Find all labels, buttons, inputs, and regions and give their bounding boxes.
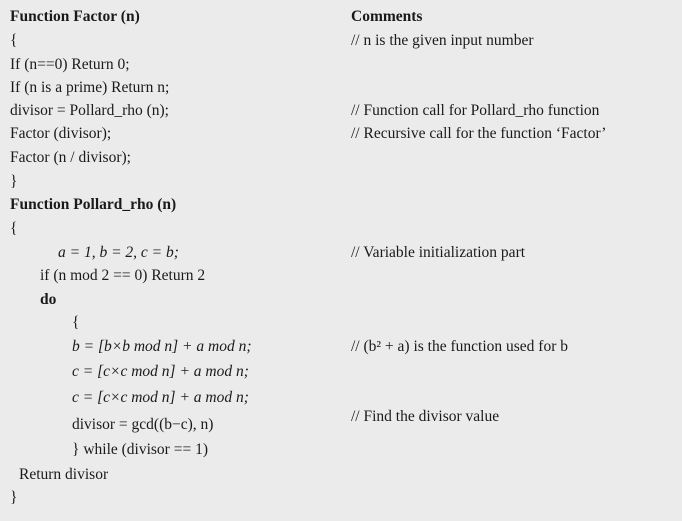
comment-variable-init: // Variable initialization part xyxy=(351,244,526,261)
c-update-line-2: c = [c×c mod n] + a mod n; xyxy=(72,389,249,406)
do-brace-open: { xyxy=(72,314,80,331)
return-divisor-line: Return divisor xyxy=(19,466,109,483)
comment-pollard-call: // Function call for Pollard_rho function xyxy=(351,102,600,119)
c-update-line-1: c = [c×c mod n] + a mod n; xyxy=(72,363,249,380)
gcd-line: divisor = gcd((b−c), n) xyxy=(72,416,214,433)
comment-recursive-call: // Recursive call for the function ‘Factor’ xyxy=(351,125,607,142)
variable-init-line: a = 1, b = 2, c = b; xyxy=(58,244,179,261)
divisor-assign-line: divisor = Pollard_rho (n); xyxy=(10,102,169,119)
do-keyword: do xyxy=(40,291,57,308)
pollard-brace-open: { xyxy=(10,220,18,237)
if-n-zero-line: If (n==0) Return 0; xyxy=(10,56,130,73)
comment-find-divisor: // Find the divisor value xyxy=(351,408,500,425)
pollard-function-header: Function Pollard_rho (n) xyxy=(10,196,177,213)
comments-header: Comments xyxy=(351,8,423,25)
factor-brace-open: { xyxy=(10,32,18,49)
factor-brace-close: } xyxy=(10,173,18,190)
comment-function-used: // (b² + a) is the function used for b xyxy=(351,338,568,355)
while-line: } while (divisor == 1) xyxy=(72,441,208,458)
factor-function-header: Function Factor (n) xyxy=(10,8,140,25)
pollard-brace-close: } xyxy=(10,489,18,506)
factor-n-divisor-line: Factor (n / divisor); xyxy=(10,149,131,166)
factor-divisor-line: Factor (divisor); xyxy=(10,125,112,142)
if-n-prime-line: If (n is a prime) Return n; xyxy=(10,79,170,96)
comment-input-number: // n is the given input number xyxy=(351,32,534,49)
b-update-line: b = [b×b mod n] + a mod n; xyxy=(72,338,252,355)
if-even-line: if (n mod 2 == 0) Return 2 xyxy=(40,267,206,284)
